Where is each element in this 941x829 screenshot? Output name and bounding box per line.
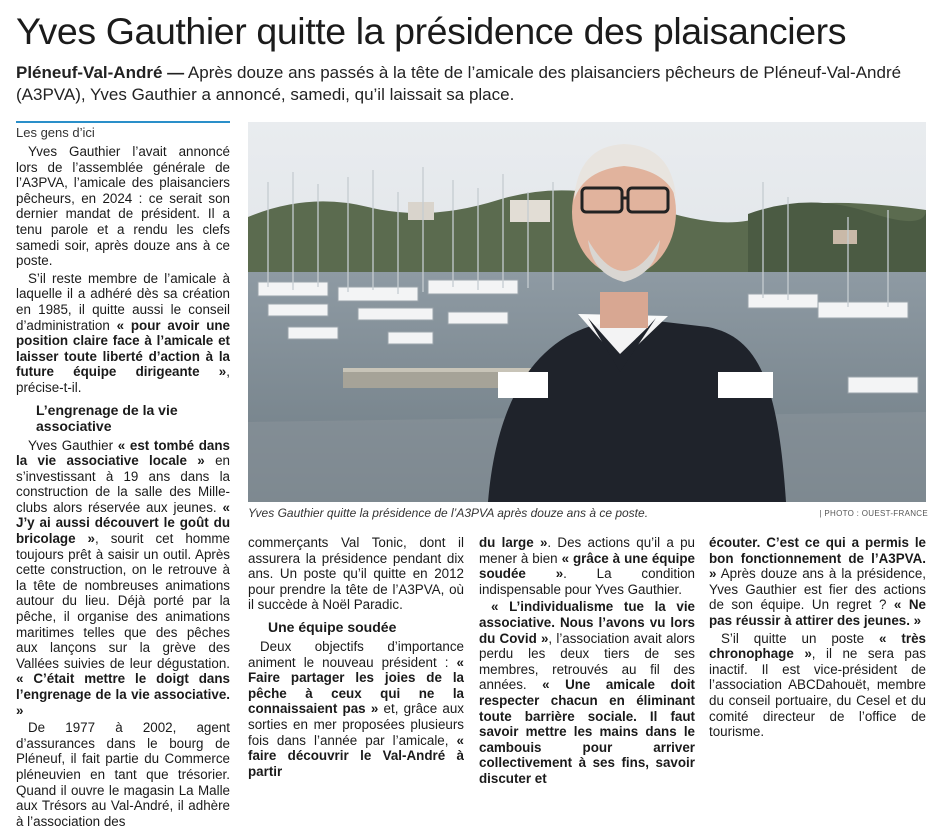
column-1	[16, 121, 230, 829]
text-run: Yves Gauthier	[28, 437, 118, 453]
paragraph: De 1977 à 2002, agent d’assurances dans le bourg de Pléneuf, il fait partie du Commerce pléneuvien en tant que trésorier. Quand il ouvre le magasin La Malle aux Trésors au Val-André, il adhère à l’association des	[16, 720, 230, 829]
quote-bold: écouter. C’est ce qui a permis le bon fonctionnement de l’A3PVA. »	[709, 535, 926, 582]
article-lead	[16, 62, 916, 106]
text-run: , il ne sera pas inactif. Il est vice-président de l’association ABCDahouët, membre du conseil portuaire, du Cesel et du comité directeur de l’office de tourisme.	[709, 646, 926, 740]
article-headline: Yves Gauthier quitte la présidence des plaisanciers	[16, 10, 847, 52]
column-2	[248, 535, 464, 779]
lead-text: Après douze ans passés à la tête de l’amicale des plaisanciers pêcheurs de Pléneuf-Val-André (A3PVA), Yves Gauthier a annoncé, samedi, qu’il laissait sa place.	[16, 63, 902, 104]
column-3	[479, 535, 695, 787]
subheading: Une équipe soudée	[268, 618, 397, 635]
quote-bold: « Une amicale doit respecter chacun en éliminant toute barrière sociale. Il faut savoir mettre les mains dans le cambouis pour arriver collectivement à ses fins, savoir discuter et	[479, 677, 695, 786]
quote-bold: « L’individualisme tue la vie associative. Nous l’avons vu lors du Covid »	[479, 599, 695, 646]
quote-bold: « grâce à une équipe soudée »	[479, 550, 695, 582]
text-run: , l’association avait alors perdu les deux tiers de ses membres, retrouvés au fil des années.	[479, 630, 695, 693]
paragraph	[248, 639, 464, 779]
paragraph	[479, 535, 695, 597]
photo-credit: | PHOTO : OUEST-FRANCE	[819, 509, 928, 518]
quote-bold: du large »	[479, 535, 548, 550]
quote-bold: « Ne pas réussir à attirer des jeunes. »	[709, 597, 926, 628]
text-run: Deux objectifs d’importance animent le nouveau président :	[248, 638, 464, 670]
text-run: en s’investissant à 19 ans dans la construction de la salle des Mille-clubs alors réservée aux jeunes.	[16, 453, 230, 515]
paragraph	[16, 438, 230, 719]
text-run: S’il reste membre de l’amicale à laquelle il a adhéré dès sa création en 1985, il quitte aussi le conseil d’administration	[16, 270, 230, 333]
paragraph: commerçants Val Tonic, dont il assurera la présidence pendant dix ans. Un poste qu’il quitte en 2012 pour prendre la tête de l’A3PVA, où il succède à Noël Paradic.	[248, 535, 464, 613]
text-run: . Des actions qu’il a pu mener à bien	[479, 535, 695, 566]
quote-bold: « pour avoir une position claire face à l’amicale et laisser toute liberté d’action à la future équipe dirigeante »	[16, 317, 230, 380]
quote-bold: « Faire partager les joies de la pêche à ceux qui ne la connaissaient pas »	[248, 654, 464, 717]
paragraph	[709, 535, 926, 629]
paragraph: Yves Gauthier l’avait annoncé lors de l’assemblée générale de l’A3PVA, l’amicale des plaisanciers pêcheurs, en 2024 : ce serait son dernier mandat de président. Il a tenu parole et a rendu les clefs samedi soir, après douze ans à ce poste.	[16, 144, 230, 269]
quote-bold: « est tombé dans la vie associative locale »	[16, 437, 230, 469]
column-4	[709, 535, 926, 740]
quote-bold: « J’y ai aussi découvert le goût du bricolage »	[16, 499, 230, 547]
quote-bold: « très chronophage »	[709, 630, 927, 662]
section-rubric: Les gens d’ici	[16, 121, 230, 141]
paragraph	[479, 599, 695, 786]
text-run: et, grâce aux sorties en mer proposées plusieurs fois dans l’année par l’amicale,	[248, 701, 465, 748]
text-run: Après douze ans à la présidence, Yves Gauthier est fier des actions de son équipe. Un regret ?	[709, 566, 926, 613]
paragraph	[16, 271, 230, 396]
text-run: S’il quitte un poste	[721, 630, 880, 646]
paragraph	[709, 631, 926, 740]
quote-bold: « C’était mettre le doigt dans l’engrenage de la vie associative. »	[16, 671, 230, 718]
text-run: , sourit cet homme toujours prêt à saisir un outil. Après cette construction, on le retrouve à la tête de nombreuses animations autour du lieu. Déjà porté par la pêche, il organise des animations maritimes telles que des pêches aux lançons sur la grève des Vallées suivies de leur dégustation.	[16, 531, 231, 671]
text-run: . La condition indispensable pour Yves Gauthier.	[479, 566, 695, 597]
article-photo	[248, 122, 926, 502]
subheading: L’engrenage de la vie associative	[36, 401, 178, 434]
lead-location: Pléneuf-Val-André —	[16, 63, 185, 82]
text-run: , précise-t-il.	[16, 364, 230, 395]
quote-bold: « faire découvrir le Val-André à partir	[248, 732, 464, 779]
photo-caption: Yves Gauthier quitte la présidence de l’A3PVA après douze ans à ce poste.	[248, 506, 649, 520]
